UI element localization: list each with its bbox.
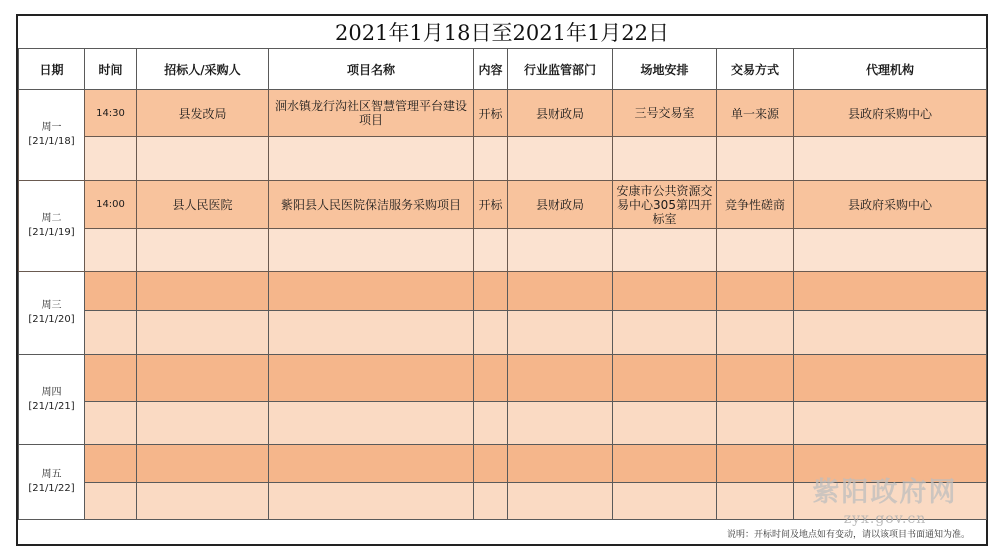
cell-project: 洄水镇龙行沟社区智慧管理平台建设项目 bbox=[269, 90, 474, 137]
cell-empty bbox=[613, 311, 717, 355]
watermark-url: zyx.gov.cn bbox=[843, 511, 927, 527]
cell-empty bbox=[474, 402, 508, 445]
cell-content bbox=[474, 272, 508, 311]
cell-empty bbox=[794, 402, 987, 445]
cell-empty bbox=[85, 311, 137, 355]
cell-project bbox=[269, 355, 474, 402]
cell-empty bbox=[85, 483, 137, 520]
cell-content bbox=[474, 355, 508, 402]
cell-empty bbox=[137, 137, 269, 181]
cell-empty bbox=[269, 311, 474, 355]
header-project: 项目名称 bbox=[269, 49, 474, 90]
day-cell-wed bbox=[19, 272, 85, 355]
cell-method bbox=[717, 272, 794, 311]
cell-supervisor bbox=[508, 272, 613, 311]
cell-buyer bbox=[137, 355, 269, 402]
cell-empty bbox=[137, 402, 269, 445]
cell-time bbox=[85, 445, 137, 483]
cell-empty bbox=[474, 137, 508, 181]
header-venue: 场地安排 bbox=[613, 49, 717, 90]
cell-time: 14:00 bbox=[85, 181, 137, 229]
cell-venue bbox=[613, 355, 717, 402]
header-content: 内容 bbox=[474, 49, 508, 90]
cell-empty bbox=[508, 483, 613, 520]
cell-empty bbox=[613, 483, 717, 520]
cell-empty bbox=[137, 311, 269, 355]
cell-agency bbox=[794, 355, 987, 402]
cell-time: 14:30 bbox=[85, 90, 137, 137]
cell-buyer bbox=[137, 445, 269, 483]
cell-empty bbox=[508, 402, 613, 445]
table-row bbox=[19, 483, 987, 520]
cell-agency bbox=[794, 272, 987, 311]
cell-empty bbox=[269, 137, 474, 181]
cell-venue bbox=[613, 445, 717, 483]
cell-method bbox=[717, 445, 794, 483]
cell-buyer bbox=[137, 272, 269, 311]
cell-supervisor: 县财政局 bbox=[508, 90, 613, 137]
cell-empty bbox=[717, 483, 794, 520]
day-date: [21/1/22] bbox=[28, 483, 75, 494]
cell-buyer: 县人民医院 bbox=[137, 181, 269, 229]
day-label: 周一 bbox=[41, 122, 62, 133]
header-time: 时间 bbox=[85, 49, 137, 90]
cell-empty bbox=[137, 483, 269, 520]
cell-agency: 县政府采购中心 bbox=[794, 181, 987, 229]
cell-empty bbox=[508, 137, 613, 181]
header-buyer: 招标人/采购人 bbox=[137, 49, 269, 90]
cell-empty bbox=[269, 483, 474, 520]
cell-agency: 县政府采购中心 bbox=[794, 90, 987, 137]
cell-empty bbox=[613, 229, 717, 272]
day-date: [21/1/19] bbox=[28, 227, 75, 238]
day-label: 周三 bbox=[41, 300, 62, 311]
table-row bbox=[19, 272, 987, 311]
schedule-sheet bbox=[16, 14, 988, 546]
cell-empty bbox=[508, 229, 613, 272]
cell-content: 开标 bbox=[474, 90, 508, 137]
header-method: 交易方式 bbox=[717, 49, 794, 90]
cell-empty bbox=[794, 483, 987, 520]
cell-empty bbox=[794, 137, 987, 181]
header-date: 日期 bbox=[19, 49, 85, 90]
footnote: 说明：开标时间及地点如有变动，请以该项目书面通知为准。 bbox=[726, 530, 970, 540]
cell-empty bbox=[794, 229, 987, 272]
table-row bbox=[19, 137, 987, 181]
day-cell-mon bbox=[19, 90, 85, 181]
cell-time bbox=[85, 355, 137, 402]
day-cell-thu bbox=[19, 355, 85, 445]
cell-supervisor bbox=[508, 445, 613, 483]
schedule-table bbox=[18, 48, 987, 520]
cell-empty bbox=[794, 311, 987, 355]
day-cell-fri bbox=[19, 445, 85, 520]
cell-empty bbox=[717, 402, 794, 445]
cell-content bbox=[474, 445, 508, 483]
table-row bbox=[19, 90, 987, 137]
cell-empty bbox=[717, 137, 794, 181]
header-agency: 代理机构 bbox=[794, 49, 987, 90]
day-date: [21/1/18] bbox=[28, 136, 75, 147]
cell-project bbox=[269, 272, 474, 311]
cell-supervisor bbox=[508, 355, 613, 402]
cell-project bbox=[269, 445, 474, 483]
cell-venue: 三号交易室 bbox=[613, 90, 717, 137]
cell-agency bbox=[794, 445, 987, 483]
cell-venue: 安康市公共资源交易中心305第四开标室 bbox=[613, 181, 717, 229]
table-row bbox=[19, 402, 987, 445]
page-title: 2021年1月18日至2021年1月22日 bbox=[334, 21, 670, 45]
cell-empty bbox=[508, 311, 613, 355]
cell-time bbox=[85, 272, 137, 311]
cell-empty bbox=[613, 137, 717, 181]
cell-empty bbox=[137, 229, 269, 272]
cell-buyer: 县发改局 bbox=[137, 90, 269, 137]
cell-empty bbox=[474, 483, 508, 520]
cell-empty bbox=[85, 402, 137, 445]
table-row bbox=[19, 445, 987, 483]
day-date: [21/1/21] bbox=[28, 400, 75, 412]
cell-empty bbox=[717, 311, 794, 355]
day-label: 周四 bbox=[41, 386, 62, 398]
cell-empty bbox=[85, 229, 137, 272]
cell-empty bbox=[269, 229, 474, 272]
cell-method: 单一来源 bbox=[717, 90, 794, 137]
cell-empty bbox=[474, 229, 508, 272]
cell-empty bbox=[269, 402, 474, 445]
cell-empty bbox=[613, 402, 717, 445]
table-row bbox=[19, 311, 987, 355]
header-supervisor: 行业监管部门 bbox=[508, 49, 613, 90]
cell-supervisor: 县财政局 bbox=[508, 181, 613, 229]
cell-project: 紫阳县人民医院保洁服务采购项目 bbox=[269, 181, 474, 229]
cell-empty bbox=[474, 311, 508, 355]
table-row bbox=[19, 355, 987, 402]
day-label: 周二 bbox=[41, 213, 62, 224]
cell-empty bbox=[717, 229, 794, 272]
cell-venue bbox=[613, 272, 717, 311]
table-row bbox=[19, 229, 987, 272]
cell-method bbox=[717, 355, 794, 402]
cell-content: 开标 bbox=[474, 181, 508, 229]
day-label: 周五 bbox=[41, 469, 62, 480]
cell-empty bbox=[85, 137, 137, 181]
day-cell-tue bbox=[19, 181, 85, 272]
watermark-title: 紫阳政府网 bbox=[812, 477, 958, 508]
cell-method: 竞争性磋商 bbox=[717, 181, 794, 229]
day-date: [21/1/20] bbox=[28, 314, 75, 325]
header-row bbox=[19, 49, 987, 90]
table-row bbox=[19, 181, 987, 229]
